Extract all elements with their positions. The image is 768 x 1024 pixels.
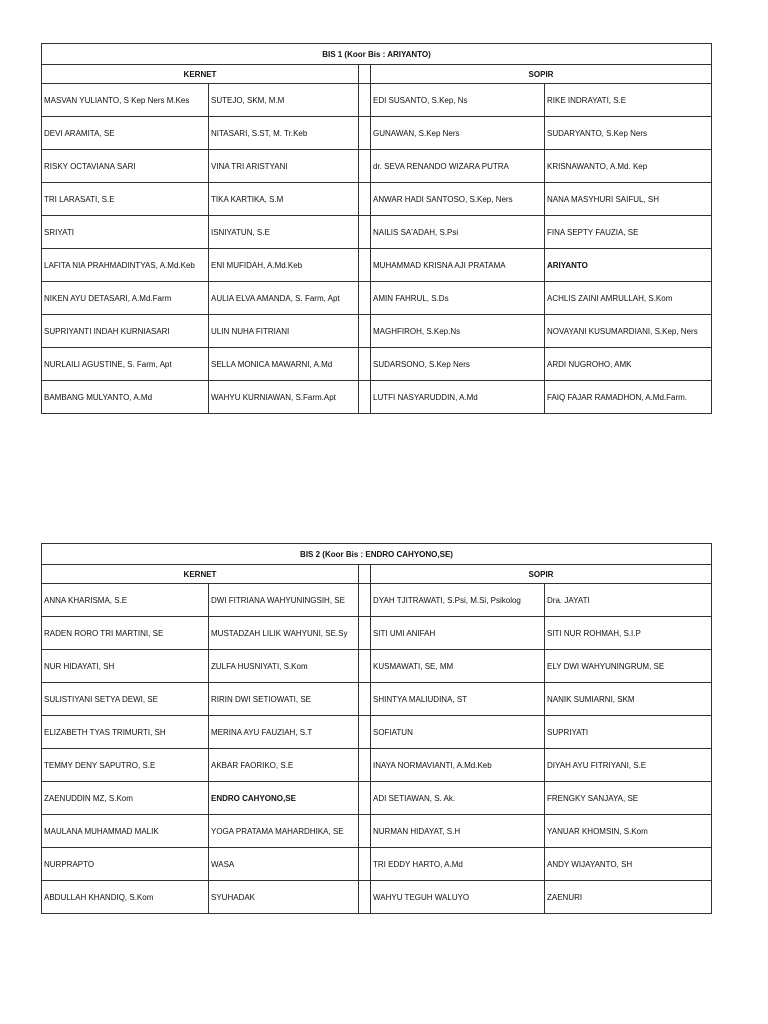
bus-1-title: BIS 1 (Koor Bis : ARIYANTO) [42, 44, 712, 65]
table-row [42, 249, 712, 282]
sopir-cell: EDI SUSANTO, S.Kep, Ns [371, 84, 545, 117]
sopir-header: SOPIR [371, 565, 712, 584]
kernet-cell: TIKA KARTIKA, S.M [209, 183, 359, 216]
sopir-cell: FRENGKY SANJAYA, SE [545, 782, 712, 815]
column-divider [359, 749, 371, 782]
kernet-cell: WASA [209, 848, 359, 881]
sopir-cell: AMIN FAHRUL, S.Ds [371, 282, 545, 315]
table-row [42, 683, 712, 716]
column-divider [359, 848, 371, 881]
column-divider [359, 117, 371, 150]
kernet-cell: MUSTADZAH LILIK WAHYUNI, SE.Sy [209, 617, 359, 650]
kernet-cell: YOGA PRATAMA MAHARDHIKA, SE [209, 815, 359, 848]
kernet-cell: NUR HIDAYATI, SH [42, 650, 209, 683]
table-row [42, 584, 712, 617]
column-divider [359, 881, 371, 914]
sopir-cell: NANIK SUMIARNI, SKM [545, 683, 712, 716]
kernet-cell: NITASARI, S.ST, M. Tr.Keb [209, 117, 359, 150]
column-divider [359, 249, 371, 282]
sopir-cell: ARDI NUGROHO, AMK [545, 348, 712, 381]
sopir-cell: SUDARYANTO, S.Kep Ners [545, 117, 712, 150]
kernet-cell: ZAENUDDIN MZ, S.Kom [42, 782, 209, 815]
table-row [42, 782, 712, 815]
kernet-cell: ABDULLAH KHANDIQ, S.Kom [42, 881, 209, 914]
kernet-cell: SELLA MONICA MAWARNI, A.Md [209, 348, 359, 381]
column-divider [359, 282, 371, 315]
sopir-cell: dr. SEVA RENANDO WIZARA PUTRA [371, 150, 545, 183]
sopir-cell: NOVAYANI KUSUMARDIANI, S.Kep, Ners [545, 315, 712, 348]
sopir-cell: ACHLIS ZAINI AMRULLAH, S.Kom [545, 282, 712, 315]
kernet-cell: SYUHADAK [209, 881, 359, 914]
bus-2-table [41, 543, 712, 914]
table-row [42, 381, 712, 414]
kernet-cell: SRIYATI [42, 216, 209, 249]
column-divider [359, 84, 371, 117]
coordinator-cell: ENDRO CAHYONO,SE [209, 782, 359, 815]
kernet-cell: SULISTIYANI SETYA DEWI, SE [42, 683, 209, 716]
sopir-cell: FINA SEPTY FAUZIA, SE [545, 216, 712, 249]
kernet-cell: ZULFA HUSNIYATI, S.Kom [209, 650, 359, 683]
kernet-cell: ISNIYATUN, S.E [209, 216, 359, 249]
sopir-cell: NANA MASYHURI SAIFUL, SH [545, 183, 712, 216]
sopir-cell: LUTFI NASYARUDDIN, A.Md [371, 381, 545, 414]
sopir-cell: SUPRIYATI [545, 716, 712, 749]
sopir-cell: NURMAN HIDAYAT, S.H [371, 815, 545, 848]
table-row [42, 315, 712, 348]
column-divider [359, 782, 371, 815]
kernet-cell: VINA TRI ARISTYANI [209, 150, 359, 183]
kernet-cell: ENI MUFIDAH, A.Md.Keb [209, 249, 359, 282]
sopir-cell: ADI SETIAWAN, S. Ak. [371, 782, 545, 815]
kernet-cell: NURLAILI AGUSTINE, S. Farm, Apt [42, 348, 209, 381]
sopir-cell: DIYAH AYU FITRIYANI, S.E [545, 749, 712, 782]
sopir-cell: SOFIATUN [371, 716, 545, 749]
kernet-cell: AULIA ELVA AMANDA, S. Farm, Apt [209, 282, 359, 315]
kernet-cell: BAMBANG MULYANTO, A.Md [42, 381, 209, 414]
sopir-cell: ANWAR HADI SANTOSO, S.Kep, Ners [371, 183, 545, 216]
kernet-cell: RISKY OCTAVIANA SARI [42, 150, 209, 183]
column-divider [359, 565, 371, 584]
sopir-cell: Dra. JAYATI [545, 584, 712, 617]
bus-2-title: BIS 2 (Koor Bis : ENDRO CAHYONO,SE) [42, 544, 712, 565]
kernet-cell: SUTEJO, SKM, M.M [209, 84, 359, 117]
kernet-cell: ULIN NUHA FITRIANI [209, 315, 359, 348]
kernet-cell: RADEN RORO TRI MARTINI, SE [42, 617, 209, 650]
kernet-cell: MAULANA MUHAMMAD MALIK [42, 815, 209, 848]
table-row [42, 282, 712, 315]
sopir-cell: ANDY WIJAYANTO, SH [545, 848, 712, 881]
column-divider [359, 315, 371, 348]
table-row [42, 650, 712, 683]
column-divider [359, 216, 371, 249]
kernet-cell: AKBAR FAORIKO, S.E [209, 749, 359, 782]
coordinator-cell: ARIYANTO [545, 249, 712, 282]
table-row [42, 716, 712, 749]
sopir-cell: DYAH TJITRAWATI, S.Psi, M.Si, Psikolog [371, 584, 545, 617]
column-divider [359, 716, 371, 749]
kernet-cell: DWI FITRIANA WAHYUNINGSIH, SE [209, 584, 359, 617]
kernet-header: KERNET [42, 565, 359, 584]
sopir-cell: KUSMAWATI, SE, MM [371, 650, 545, 683]
table-row [42, 84, 712, 117]
kernet-cell: TEMMY DENY SAPUTRO, S.E [42, 749, 209, 782]
sopir-cell: KRISNAWANTO, A.Md. Kep [545, 150, 712, 183]
kernet-cell: RIRIN DWI SETIOWATI, SE [209, 683, 359, 716]
sopir-cell: SHINTYA MALIUDINA, ST [371, 683, 545, 716]
table-row [42, 815, 712, 848]
kernet-cell: LAFITA NIA PRAHMADINTYAS, A.Md.Keb [42, 249, 209, 282]
column-divider [359, 348, 371, 381]
kernet-cell: SUPRIYANTI INDAH KURNIASARI [42, 315, 209, 348]
table-row [42, 848, 712, 881]
column-divider [359, 584, 371, 617]
sopir-cell: SITI NUR ROHMAH, S.I.P [545, 617, 712, 650]
kernet-cell: ANNA KHARISMA, S.E [42, 584, 209, 617]
kernet-cell: MERINA AYU FAUZIAH, S.T [209, 716, 359, 749]
sopir-header: SOPIR [371, 65, 712, 84]
table-row [42, 183, 712, 216]
kernet-cell: NURPRAPTO [42, 848, 209, 881]
sopir-cell: YANUAR KHOMSIN, S.Kom [545, 815, 712, 848]
column-divider [359, 650, 371, 683]
sopir-cell: SITI UMI ANIFAH [371, 617, 545, 650]
column-divider [359, 183, 371, 216]
table-row [42, 749, 712, 782]
kernet-cell: NIKEN AYU DETASARI, A.Md.Farm [42, 282, 209, 315]
column-divider [359, 65, 371, 84]
column-divider [359, 381, 371, 414]
table-row [42, 881, 712, 914]
sopir-cell: FAIQ FAJAR RAMADHON, A.Md.Farm. [545, 381, 712, 414]
table-row [42, 216, 712, 249]
kernet-cell: MASVAN YULIANTO, S Kep Ners M.Kes [42, 84, 209, 117]
sopir-cell: WAHYU TEGUH WALUYO [371, 881, 545, 914]
sopir-cell: TRI EDDY HARTO, A.Md [371, 848, 545, 881]
kernet-header: KERNET [42, 65, 359, 84]
column-divider [359, 683, 371, 716]
kernet-cell: WAHYU KURNIAWAN, S.Farm.Apt [209, 381, 359, 414]
sopir-cell: INAYA NORMAVIANTI, A.Md.Keb [371, 749, 545, 782]
sopir-cell: RIKE INDRAYATI, S.E [545, 84, 712, 117]
sopir-cell: ELY DWI WAHYUNINGRUM, SE [545, 650, 712, 683]
sopir-cell: ZAENURI [545, 881, 712, 914]
kernet-cell: DEVI ARAMITA, SE [42, 117, 209, 150]
bus-1-table [41, 43, 712, 414]
table-row [42, 617, 712, 650]
sopir-cell: NAILIS SA'ADAH, S.Psi [371, 216, 545, 249]
table-row [42, 150, 712, 183]
column-divider [359, 150, 371, 183]
column-divider [359, 815, 371, 848]
column-divider [359, 617, 371, 650]
sopir-cell: MAGHFIROH, S.Kep.Ns [371, 315, 545, 348]
sopir-cell: GUNAWAN, S.Kep Ners [371, 117, 545, 150]
kernet-cell: TRI LARASATI, S.E [42, 183, 209, 216]
sopir-cell: SUDARSONO, S.Kep Ners [371, 348, 545, 381]
kernet-cell: ELIZABETH TYAS TRIMURTI, SH [42, 716, 209, 749]
table-row [42, 348, 712, 381]
sopir-cell: MUHAMMAD KRISNA AJI PRATAMA [371, 249, 545, 282]
table-row [42, 117, 712, 150]
